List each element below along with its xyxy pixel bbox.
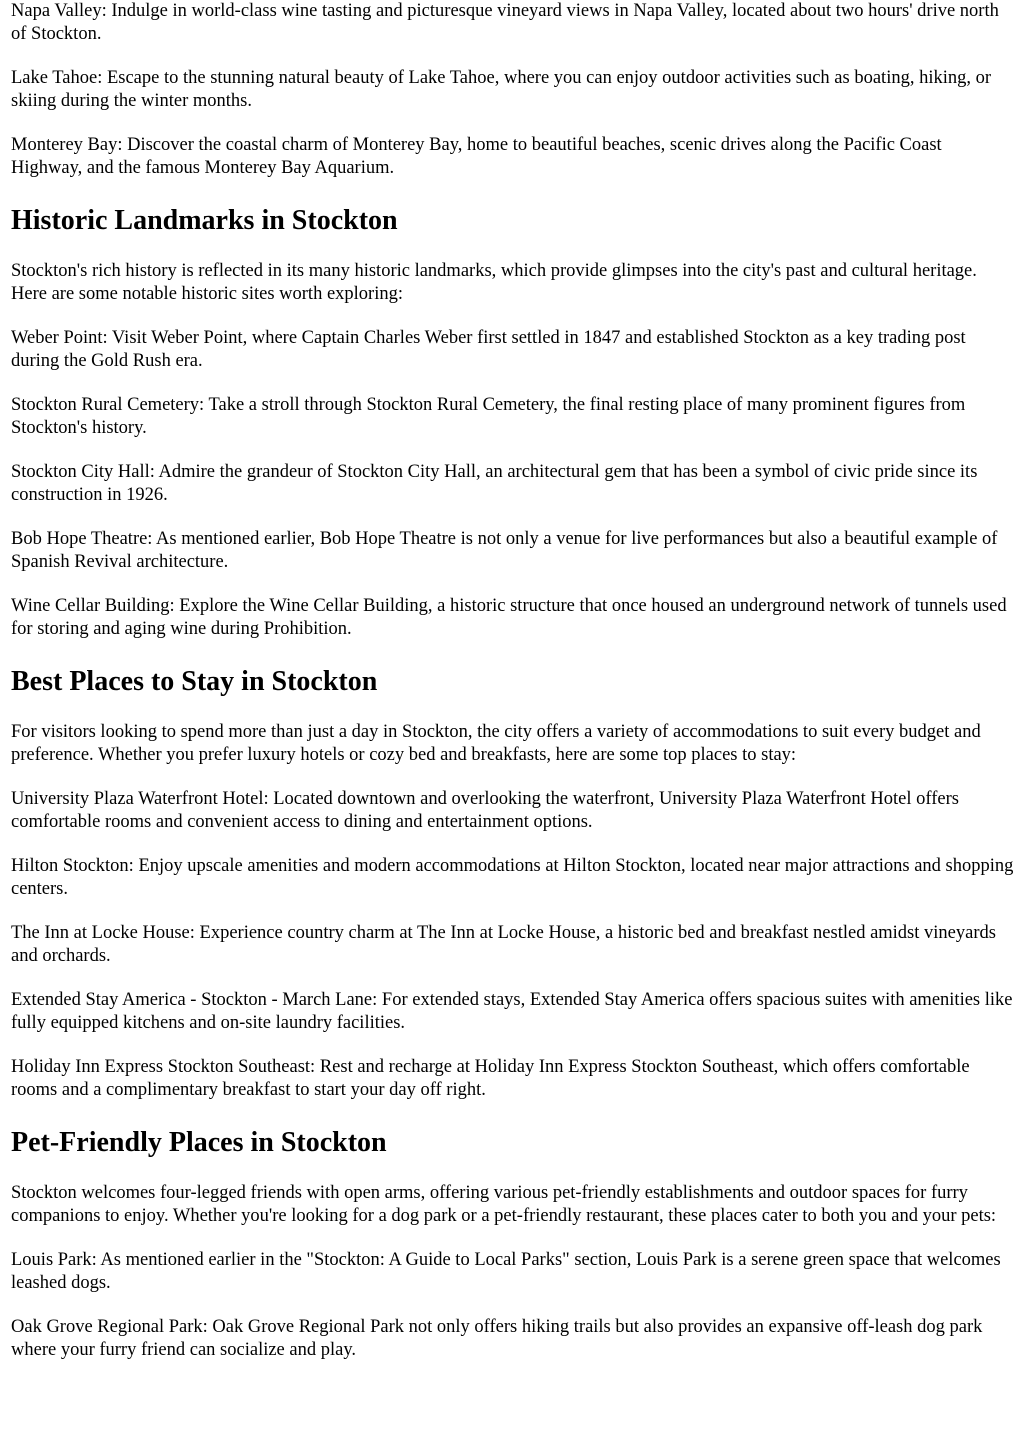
section-paragraph: Louis Park: As mentioned earlier in the "Stockton: A Guide to Local Parks" section, Louis Park is a serene green space that welcomes leashed dogs. bbox=[11, 1250, 1001, 1293]
section-heading-pet-friendly: Pet-Friendly Places in Stockton bbox=[11, 1127, 387, 1158]
section-paragraph: Hilton Stockton: Enjoy upscale amenities and modern accommodations at Hilton Stockton, located near major attractions and shopping centers. bbox=[11, 856, 1014, 899]
section-paragraph: For visitors looking to spend more than just a day in Stockton, the city offers a variety of accommodations to suit every budget and preference. Whether you prefer luxury hotels or cozy bed and breakfasts, here are some top places to stay: bbox=[11, 722, 981, 765]
section-heading-historic-landmarks: Historic Landmarks in Stockton bbox=[11, 205, 398, 236]
intro-paragraph-tahoe: Lake Tahoe: Escape to the stunning natural beauty of Lake Tahoe, where you can enjoy outdoor activities such as boating, hiking, or skiing during the winter months. bbox=[11, 68, 992, 111]
intro-paragraph-napa: Napa Valley: Indulge in world-class wine tasting and picturesque vineyard views in Napa Valley, located about two hours' drive north of Stockton. bbox=[11, 1, 999, 44]
section-paragraph: Stockton Rural Cemetery: Take a stroll through Stockton Rural Cemetery, the final resting place of many prominent figures from Stockton's history. bbox=[11, 395, 966, 438]
section-paragraph: Stockton welcomes four-legged friends with open arms, offering various pet-friendly establishments and outdoor spaces for furry companions to enjoy. Whether you're looking for a dog park or a pet-friendly restaurant, these places cater to both you and your pets: bbox=[11, 1183, 997, 1226]
section-paragraph: Wine Cellar Building: Explore the Wine Cellar Building, a historic structure that once housed an underground network of tunnels used for storing and aging wine during Prohibition. bbox=[11, 596, 1007, 639]
section-paragraph: Extended Stay America - Stockton - March Lane: For extended stays, Extended Stay America offers spacious suites with amenities like fully equipped kitchens and on-site laundry facilities. bbox=[11, 990, 1013, 1033]
section-paragraph: Oak Grove Regional Park: Oak Grove Regional Park not only offers hiking trails but also provides an expansive off-leash dog park where your furry friend can socialize and play. bbox=[11, 1317, 983, 1360]
section-paragraph: Stockton City Hall: Admire the grandeur of Stockton City Hall, an architectural gem that has been a symbol of civic pride since its construction in 1926. bbox=[11, 462, 978, 505]
intro-paragraph-monterey: Monterey Bay: Discover the coastal charm of Monterey Bay, home to beautiful beaches, scenic drives along the Pacific Coast Highway, and the famous Monterey Bay Aquarium. bbox=[11, 135, 942, 178]
section-paragraph: The Inn at Locke House: Experience country charm at The Inn at Locke House, a historic bed and breakfast nestled amidst vineyards and orchards. bbox=[11, 923, 996, 966]
section-paragraph: Holiday Inn Express Stockton Southeast: Rest and recharge at Holiday Inn Express Stockton Southeast, which offers comfortable rooms and a complimentary breakfast to start your day off right. bbox=[11, 1057, 970, 1100]
section-paragraph: University Plaza Waterfront Hotel: Located downtown and overlooking the waterfront, University Plaza Waterfront Hotel offers comfortable rooms and convenient access to dining and entertainment options. bbox=[11, 789, 959, 832]
section-heading-places-to-stay: Best Places to Stay in Stockton bbox=[11, 666, 378, 697]
section-paragraph: Stockton's rich history is reflected in its many historic landmarks, which provide glimpses into the city's past and cultural heritage. Here are some notable historic sites worth exploring: bbox=[11, 261, 977, 304]
section-paragraph: Bob Hope Theatre: As mentioned earlier, Bob Hope Theatre is not only a venue for live performances but also a beautiful example of Spanish Revival architecture. bbox=[11, 529, 998, 572]
section-paragraph: Weber Point: Visit Weber Point, where Captain Charles Weber first settled in 1847 and established Stockton as a key trading post during the Gold Rush era. bbox=[11, 328, 966, 371]
